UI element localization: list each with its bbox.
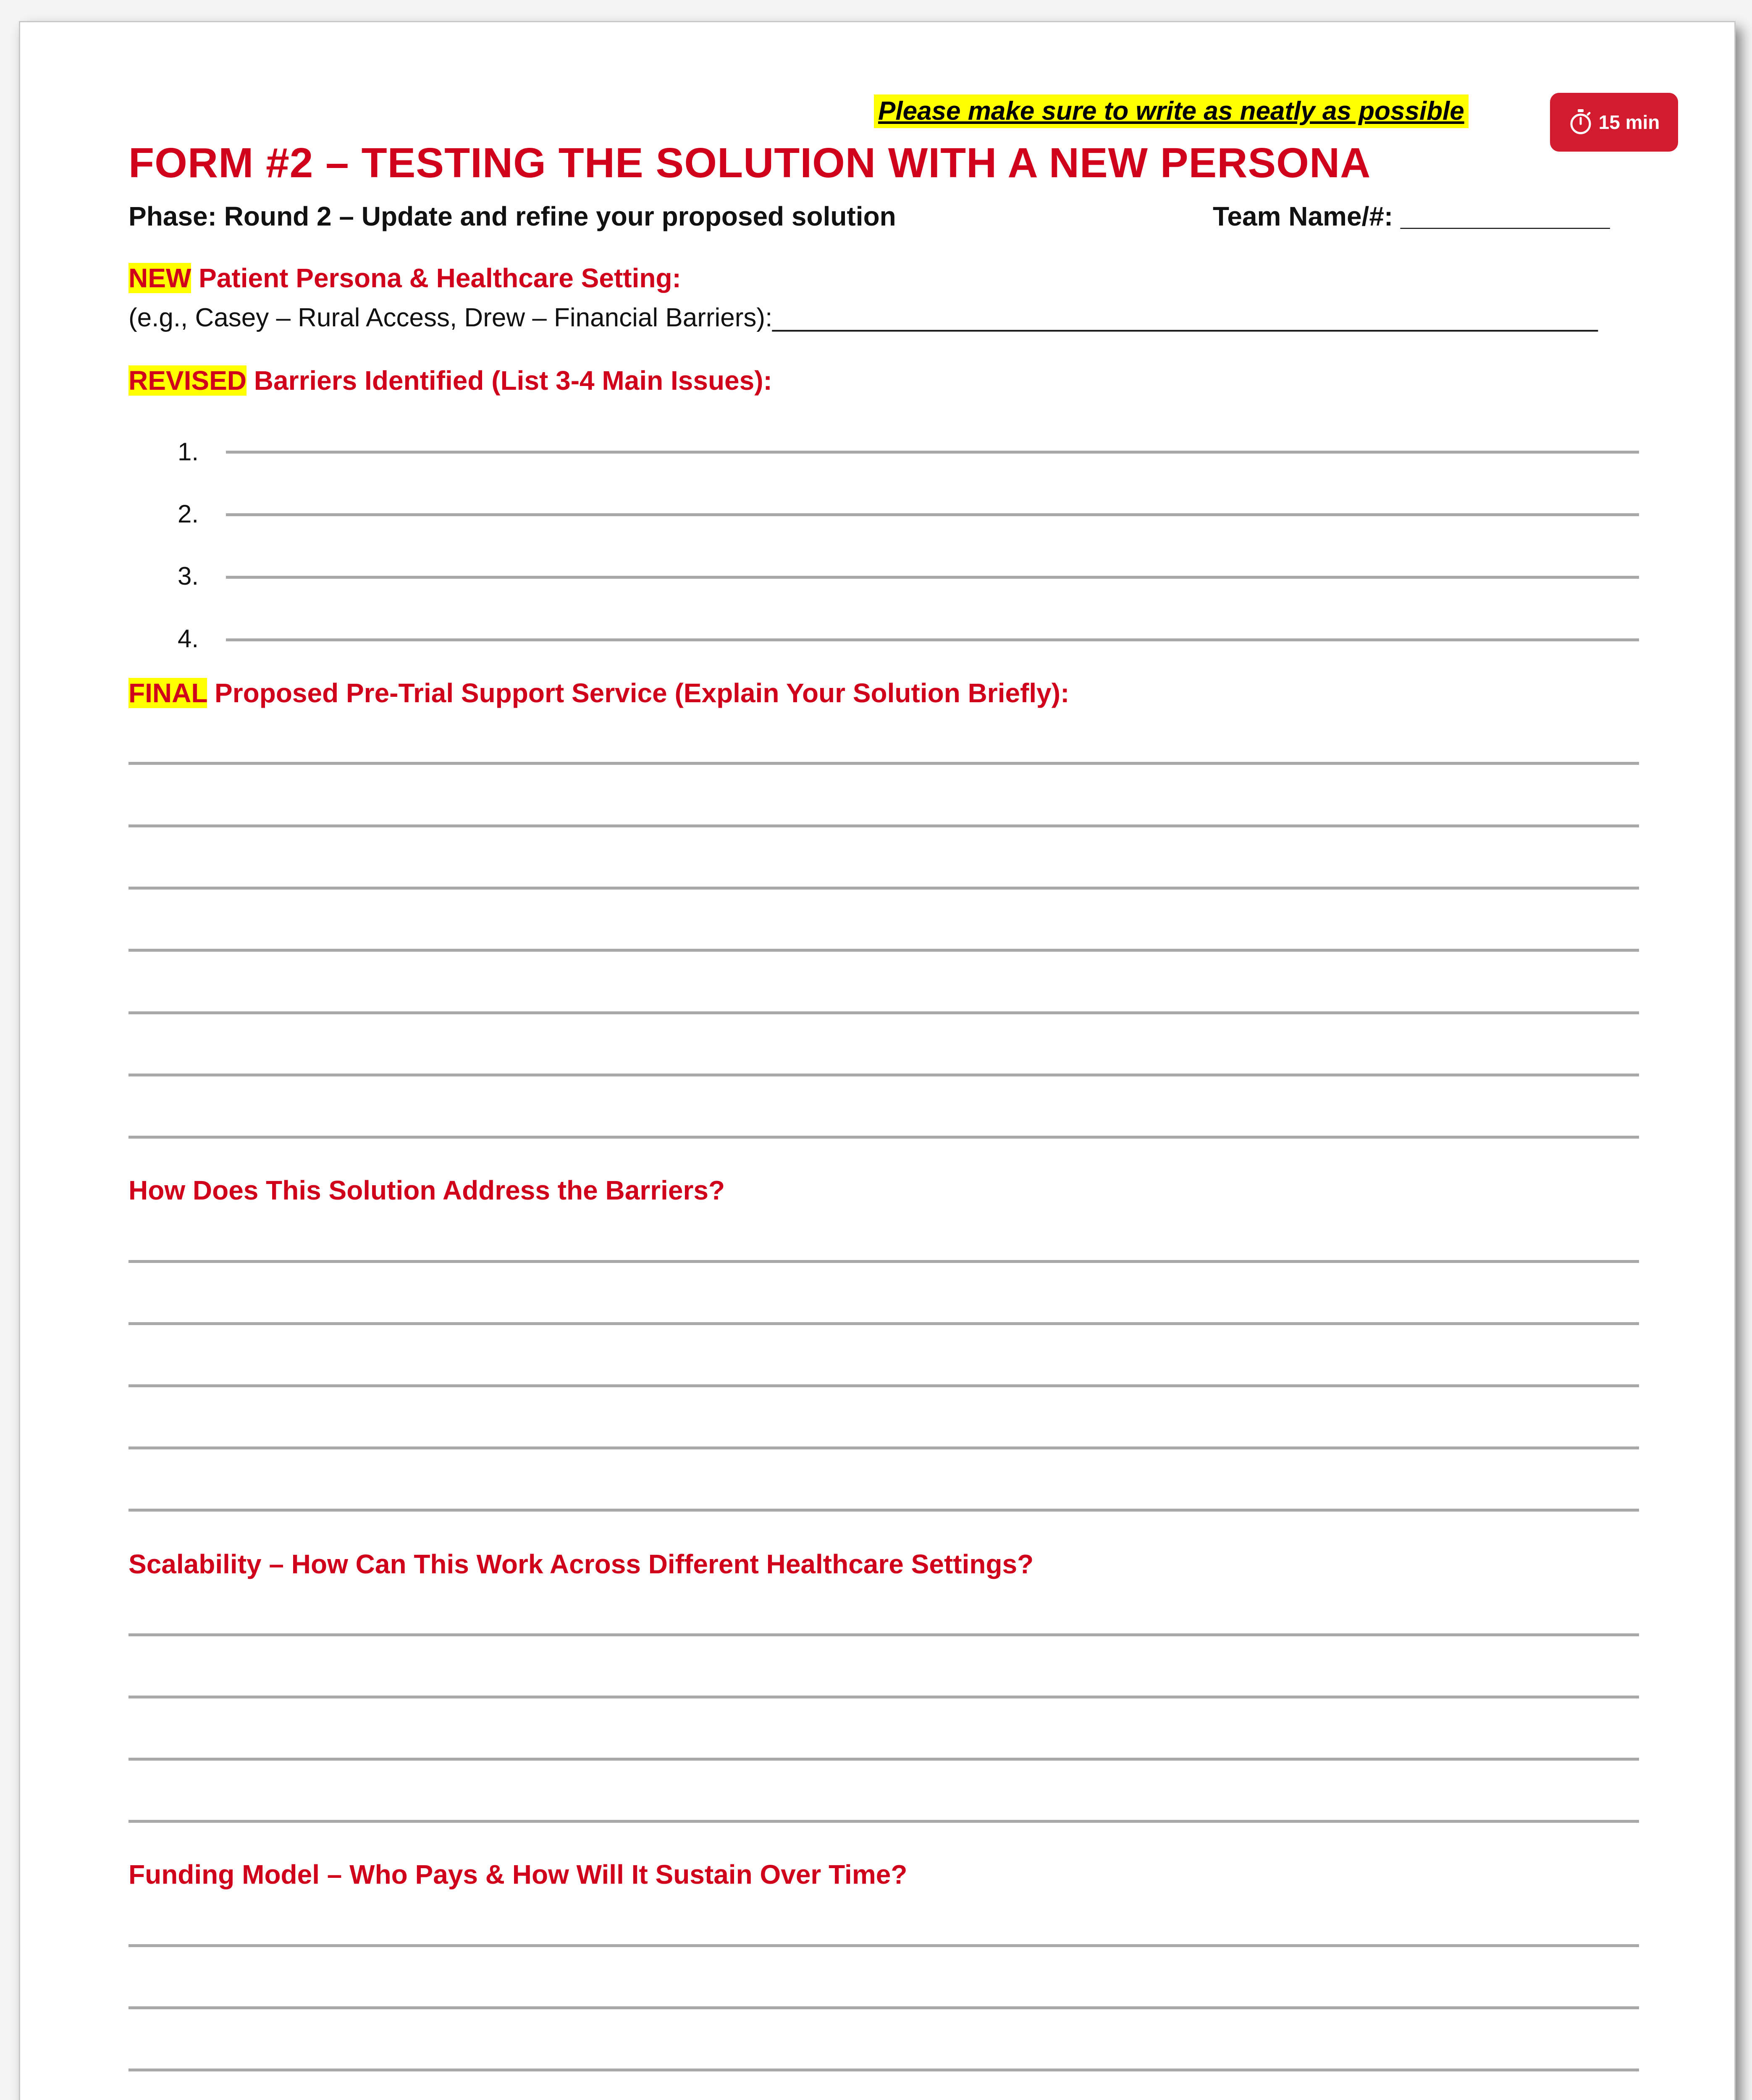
persona-highlight: NEW [129,263,191,293]
scalability-heading: Scalability – How Can This Work Across Different Healthcare Settings? [129,1549,1034,1579]
proposed-heading [129,677,1069,709]
proposed-line[interactable] [129,1011,1639,1014]
barrier-number-4: 4. [178,625,199,653]
barrier-number-1: 1. [178,438,199,466]
scalability-line[interactable] [129,1633,1639,1636]
proposed-line[interactable] [129,949,1639,952]
barrier-number-2: 2. [178,500,199,528]
form-title: FORM #2 – TESTING THE SOLUTION WITH A NEW PERSONA [129,139,1371,186]
persona-heading [129,262,681,294]
scalability-line[interactable] [129,1696,1639,1698]
funding-line[interactable] [129,2068,1639,2071]
persona-example-line[interactable] [129,303,1598,333]
proposed-highlight: FINAL [129,678,207,708]
address-line[interactable] [129,1322,1639,1325]
neatness-notice: Please make sure to write as neatly as possible [874,94,1469,128]
funding-line[interactable] [129,1944,1639,1947]
persona-example: (e.g., Casey – Rural Access, Drew – Financial Barriers): [129,303,773,332]
address-heading: How Does This Solution Address the Barriers? [129,1175,725,1205]
address-line[interactable] [129,1509,1639,1512]
barrier-number-3: 3. [178,562,199,590]
team-name-label: Team Name/#: [1213,201,1393,231]
team-name-blank[interactable]: ______________ [1401,201,1610,231]
phase-text: Phase: Round 2 – Update and refine your proposed solution [129,201,896,231]
barriers-heading [129,365,772,396]
team-name-field[interactable] [1213,201,1610,232]
proposed-heading-text: Proposed Pre-Trial Support Service (Explain Your Solution Briefly): [207,678,1070,708]
funding-heading: Funding Model – Who Pays & How Will It Sustain Over Time? [129,1859,907,1890]
funding-line[interactable] [129,2006,1639,2009]
proposed-line[interactable] [129,762,1639,765]
scalability-line[interactable] [129,1820,1639,1823]
scalability-line[interactable] [129,1758,1639,1761]
timer-label: 15 min [1598,111,1660,133]
address-line[interactable] [129,1384,1639,1387]
timer-badge [1550,93,1678,152]
proposed-line[interactable] [129,824,1639,827]
form-page [19,21,1736,2100]
proposed-line[interactable] [129,887,1639,890]
address-line[interactable] [129,1446,1639,1449]
persona-blank[interactable]: _________________________________________________________ [772,303,1598,332]
barrier-line-2[interactable] [226,513,1639,516]
proposed-line[interactable] [129,1074,1639,1076]
barriers-heading-text: Barriers Identified (List 3-4 Main Issues): [246,365,772,396]
barrier-line-1[interactable] [226,451,1639,454]
proposed-line[interactable] [129,1136,1639,1139]
stopwatch-icon [1568,109,1593,135]
address-line[interactable] [129,1260,1639,1263]
barriers-highlight: REVISED [129,365,247,396]
barrier-line-3[interactable] [226,576,1639,579]
persona-heading-text: Patient Persona & Healthcare Setting: [191,263,681,293]
barrier-line-4[interactable] [226,638,1639,641]
